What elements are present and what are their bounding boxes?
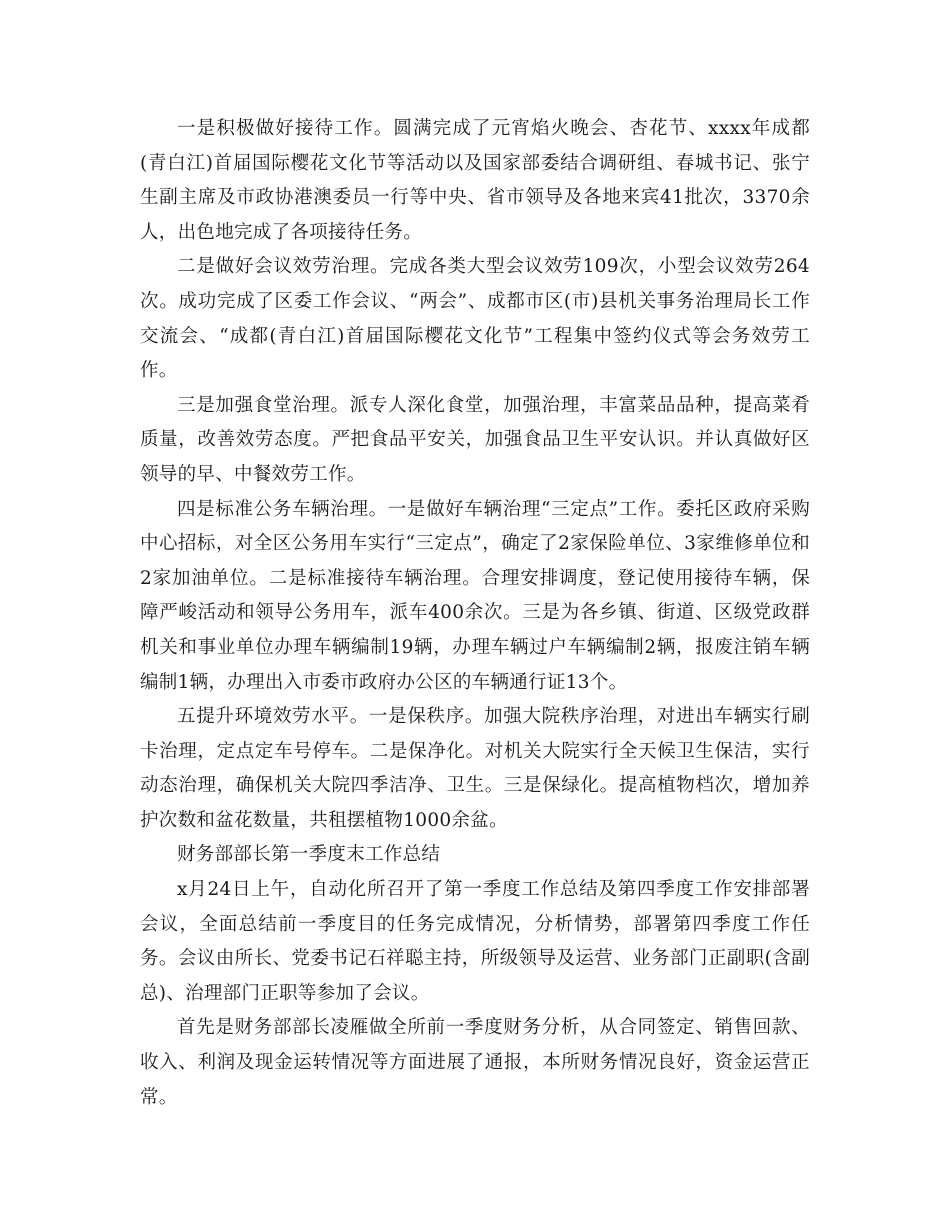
paragraph-vehicles: 四是标准公务车辆治理。一是做好车辆治理“三定点”工作。委托区政府采购中心招标，对全区公务用车实行“三定点”，确定了2家保险单位、3家维修单位和2家加油单位。二是标准接待车辆治理。合理安排调度，登记使用接待车辆，保障严峻活动和领导公务用车，派车400余次。三是为各乡镇、街道、区级党政群机关和事业单位办理车辆编制19辆，办理车辆过户车辆编制2辆，报废注销车辆编制1辆，办理出入市委市政府办公区的车辆通行证13个。: [140, 498, 810, 693]
paragraph-canteen: 三是加强食堂治理。派专人深化食堂，加强治理，丰富菜品品种，提高菜肴质量，改善效劳态度。严把食品平安关，加强食品卫生平安认识。并认真做好区领导的早、中餐效劳工作。: [140, 394, 810, 485]
paragraph-meeting-service: 二是做好会议效劳治理。完成各类大型会议效劳109次，小型会议效劳264次。成功完成了区委工作会议、“两会”、成都市区(市)县机关事务治理局长工作交流会、“成都(青白江)首届国际樱花文化节”工程集中签约仪式等会务效劳工作。: [140, 256, 810, 382]
paragraph-quarter-meeting: x月24日上午，自动化所召开了第一季度工作总结及第四季度工作安排部署会议，全面总结前一季度目的任务完成情况，分析情势，部署第四季度工作任务。会议由所长、党委书记石祥聪主持，所级领导及运营、业务部门正副职(含副总)、治理部门正职等参加了会议。: [140, 879, 810, 1004]
document-body: [140, 112, 810, 1115]
paragraph-reception: 一是积极做好接待工作。圆满完成了元宵焰火晚会、杏花节、xxxx年成都(青白江)首届国际樱花文化节等活动以及国家部委结合调研组、春城书记、张宁生副主席及市政协港澳委员一行等中央、省市领导及各地来宾41批次，3370余人，出色地完成了各项接待任务。: [140, 118, 810, 243]
paragraph-environment: 五提升环境效劳水平。一是保秩序。加强大院秩序治理，对进出车辆实行刷卡治理，定点定车号停车。二是保净化。对机关大院实行全天候卫生保洁，实行动态治理，确保机关大院四季洁净、卫生。三是保绿化。提高植物档次，增加养护次数和盆花数量，共租摆植物1000余盆。: [140, 706, 810, 831]
paragraph-finance-analysis: 首先是财务部部长凌雁做全所前一季度财务分析，从合同签定、销售回款、收入、利润及现金运转情况等方面进展了通报，本所财务情况良好，资金运营正常。: [140, 1017, 810, 1108]
section-title: 财务部部长第一季度末工作总结: [177, 844, 441, 866]
